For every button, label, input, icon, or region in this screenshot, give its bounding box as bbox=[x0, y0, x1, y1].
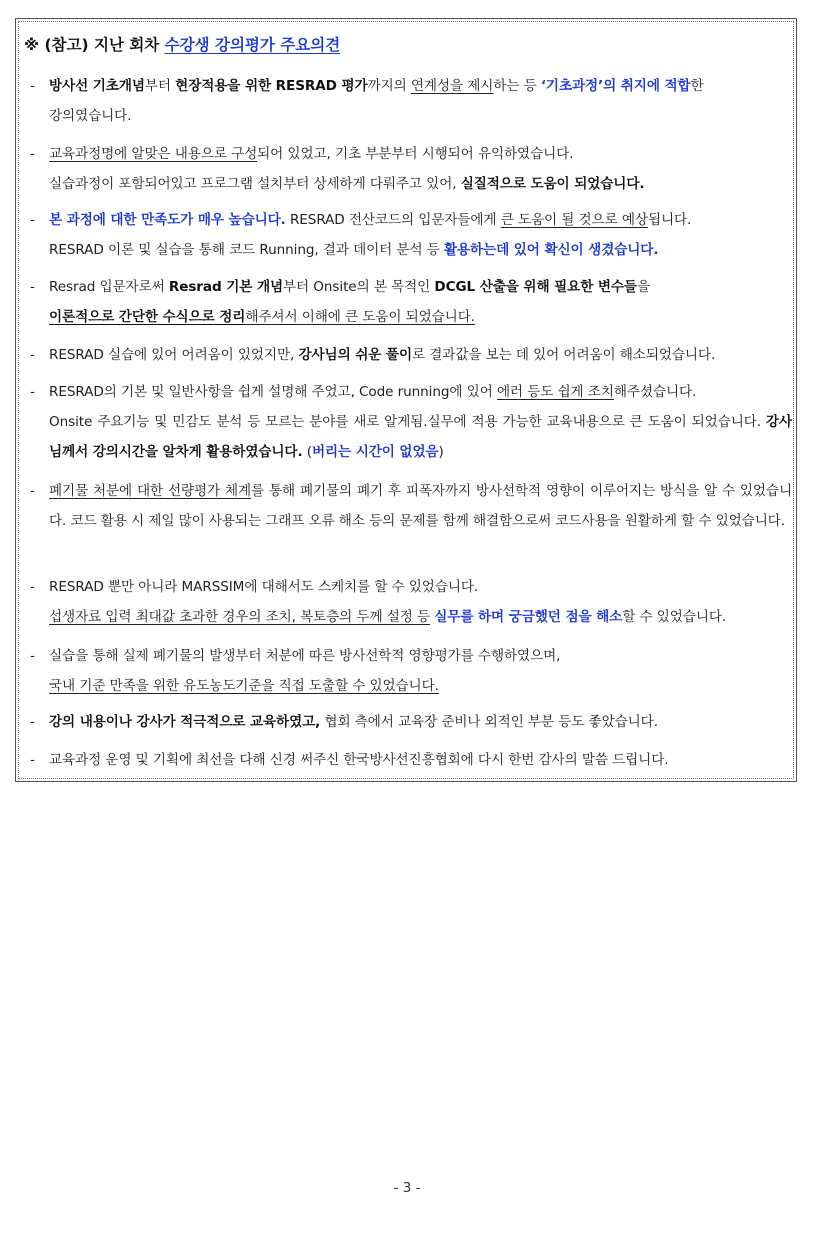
opinion-line bbox=[49, 641, 792, 671]
opinion-item-8 bbox=[30, 572, 792, 632]
opinion-line bbox=[49, 745, 792, 775]
opinion-line bbox=[49, 235, 792, 265]
opinion-text-segment: 한 bbox=[690, 78, 704, 94]
opinion-item-4 bbox=[30, 272, 792, 332]
bullet-dash: - bbox=[30, 347, 35, 363]
opinion-text-segment: ‘기초과정’의 취지에 적합 bbox=[540, 78, 691, 94]
opinion-text-segment: 교육과정명에 알맞은 내용으로 구성 bbox=[49, 146, 258, 162]
opinion-text-segment: 로 결과값을 보는 데 있어 어려움이 해소되었습니다. bbox=[412, 347, 716, 363]
opinion-text-segment: 하는 등 bbox=[493, 78, 541, 94]
bullet-dash: - bbox=[30, 648, 35, 664]
opinion-text-segment: 되어 있었고, 기초 부분부터 시행되어 유익하였습니다. bbox=[257, 146, 574, 162]
opinion-item-3 bbox=[30, 205, 792, 265]
bullet-dash: - bbox=[30, 752, 35, 768]
opinion-line bbox=[49, 101, 792, 131]
heading-prefix: ※ (참고) 지난 회차 bbox=[24, 36, 165, 54]
opinion-text-segment: Onsite 주요기능 및 민감도 분석 등 모르는 분야를 새로 알게됨.실무에 적용 가능한 교육내용으로 큰 도움이 되었습니다. bbox=[49, 414, 766, 430]
opinion-item-2 bbox=[30, 139, 792, 199]
opinion-text-segment: 본 과정에 대한 만족도가 매우 높습니다. bbox=[49, 212, 286, 228]
heading-highlight: 수강생 강의평가 주요의견 bbox=[164, 36, 341, 54]
bullet-dash: - bbox=[30, 384, 35, 400]
opinion-text-segment: 섭생자료 입력 최대값 초과한 경우의 조치, 복토층의 두께 설정 등 bbox=[49, 609, 431, 625]
opinion-text-segment: 활용하는데 있어 확신이 생겼습니다. bbox=[443, 242, 659, 258]
opinion-text-segment: 연계성을 제시 bbox=[410, 78, 494, 94]
opinion-text-segment: RESRAD 뿐만 아니라 MARSSIM에 대해서도 스케치를 할 수 있었습니다. bbox=[49, 579, 479, 595]
bullet-dash: - bbox=[30, 579, 35, 595]
opinion-item-5 bbox=[30, 340, 792, 370]
page-number: - 3 - bbox=[393, 1180, 421, 1196]
opinion-text-segment: 버리는 시간이 없었음 bbox=[311, 444, 439, 460]
opinion-text-segment: 에러 등도 쉽게 조치 bbox=[496, 384, 614, 400]
opinion-text-segment: 됩니다. bbox=[647, 212, 692, 228]
opinion-text-segment: 실습과정이 포함되어있고 프로그램 설치부터 상세하게 다뤄주고 있어, bbox=[49, 176, 461, 192]
opinion-line bbox=[49, 139, 792, 169]
opinion-text-segment: 폐기물 처분에 대한 선량평가 체계 bbox=[49, 483, 252, 499]
opinion-text-segment: ) bbox=[438, 444, 444, 460]
opinion-line bbox=[49, 572, 792, 602]
opinion-text-segment: 강의였습니다. bbox=[49, 108, 132, 124]
opinion-text-segment: 실무를 하며 궁금했던 점을 해소 bbox=[434, 609, 623, 625]
opinion-text-segment: 큰 도움이 될 것으로 예상 bbox=[500, 212, 648, 228]
opinion-text-segment: DCGL 산출을 위해 필요한 변수들 bbox=[434, 279, 637, 295]
opinion-text-segment: 부터 Onsite의 본 목적인 bbox=[283, 279, 435, 295]
bullet-dash: - bbox=[30, 483, 35, 499]
opinion-text-segment: RESRAD 실습에 있어 어려움이 있었지만, bbox=[49, 347, 299, 363]
opinion-item-6 bbox=[30, 377, 792, 467]
opinion-text-segment: 실질적으로 도움이 되었습니다. bbox=[460, 176, 645, 192]
opinion-text-segment: RESRAD 이론 및 실습을 통해 코드 Running, 결과 데이터 분석 등 bbox=[49, 242, 444, 258]
bullet-dash: - bbox=[30, 146, 35, 162]
opinion-text-segment: RESRAD 전산코드의 입문자들에게 bbox=[285, 212, 501, 228]
opinion-line bbox=[49, 71, 792, 101]
opinion-text-segment: RESRAD의 기본 및 일반사항을 쉽게 설명해 주었고, Code running에 있어 bbox=[49, 384, 497, 400]
opinion-text-segment: 강의 내용이나 강사가 적극적으로 교육하였고, bbox=[49, 714, 321, 730]
opinion-text-segment: 할 수 있었습니다. bbox=[622, 609, 727, 625]
opinion-text-segment: 현장적용을 위한 RESRAD 평가 bbox=[175, 78, 368, 94]
opinion-item-1 bbox=[30, 71, 792, 131]
opinion-text-segment: 해주셨습니다. bbox=[613, 384, 697, 400]
opinion-text-segment: Resrad 기본 개념 bbox=[168, 279, 284, 295]
opinion-line bbox=[49, 205, 792, 235]
opinion-text-segment: 까지의 bbox=[367, 78, 411, 94]
opinion-line bbox=[49, 340, 792, 370]
bullet-dash: - bbox=[30, 212, 35, 228]
opinion-text-segment: 실습을 통해 실제 폐기물의 발생부터 처분에 따른 방사선학적 영향평가를 수행하였으며, bbox=[49, 648, 561, 664]
section-heading bbox=[24, 33, 340, 55]
bullet-dash: - bbox=[30, 78, 35, 94]
opinion-text-segment: Resrad 입문자로써 bbox=[49, 279, 169, 295]
opinion-text-segment: 를 통해 폐기물의 폐기 후 피폭자까지 방사선학적 영향이 이루어지는 방식을 알 수 있었습니다. 코드 활용 시 제일 많이 사용되는 그래프 오류 해소 등의 문제를 함께 해결함으로써 코드사용을 원활하게 할 수 있었습니다. bbox=[49, 483, 792, 529]
opinion-item-9 bbox=[30, 641, 792, 701]
opinion-line bbox=[49, 272, 792, 302]
bullet-dash: - bbox=[30, 714, 35, 730]
opinion-line bbox=[49, 407, 792, 467]
opinion-item-11 bbox=[30, 745, 792, 775]
opinion-text-segment: 강사님의 쉬운 풀이 bbox=[298, 347, 412, 363]
opinion-line bbox=[49, 602, 792, 632]
opinion-line bbox=[49, 302, 792, 332]
opinion-text-segment: ( bbox=[302, 444, 312, 460]
opinion-line bbox=[49, 707, 792, 737]
opinion-text-segment: 강사님께서 강의시간을 알차게 활용하였습니다. bbox=[49, 414, 792, 460]
bullet-dash: - bbox=[30, 279, 35, 295]
opinion-text-segment: 교육과정 운영 및 기획에 최선을 다해 신경 써주신 한국방사선진흥협회에 다시 한번 감사의 말씀 드립니다. bbox=[49, 752, 669, 768]
opinion-text-segment: 해주셔서 이해에 큰 도움이 되었습니다. bbox=[245, 309, 475, 325]
opinion-line bbox=[49, 671, 792, 701]
opinion-text-segment: 협회 측에서 교육장 준비나 외적인 부분 등도 좋았습니다. bbox=[320, 714, 658, 730]
opinion-text-segment: 국내 기준 만족을 위한 유도농도기준을 직접 도출할 수 있었습니다. bbox=[49, 678, 439, 694]
opinion-line bbox=[49, 169, 792, 199]
opinion-text-segment: 부터 bbox=[144, 78, 176, 94]
opinion-item-10 bbox=[30, 707, 792, 737]
opinion-line bbox=[49, 476, 792, 536]
opinion-line bbox=[49, 377, 792, 407]
opinion-text-segment: 방사선 기초개념 bbox=[49, 78, 145, 94]
opinion-text-segment: 이론적으로 간단한 수식으로 정리 bbox=[49, 309, 246, 325]
opinion-item-7 bbox=[30, 476, 792, 536]
opinion-text-segment: 을 bbox=[636, 279, 650, 295]
